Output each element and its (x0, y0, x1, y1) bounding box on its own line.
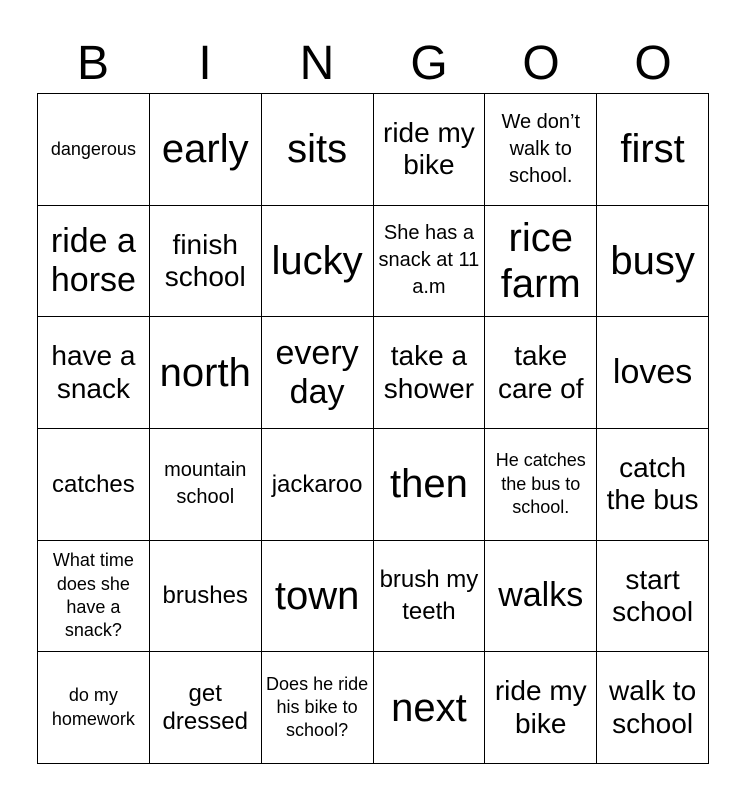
cell-text: do my homework (51, 685, 135, 729)
cell-text: every day (275, 333, 359, 411)
cell-text: sits (287, 127, 348, 172)
bingo-cell[interactable] (597, 317, 709, 429)
bingo-cell[interactable] (262, 541, 374, 653)
bingo-cell[interactable] (597, 652, 709, 764)
bingo-cell[interactable] (485, 94, 597, 206)
bingo-cell[interactable] (38, 317, 150, 429)
bingo-cell[interactable] (150, 94, 262, 206)
cell-text: catches (52, 470, 135, 498)
cell-text: finish school (164, 228, 246, 292)
cell-text: What time does she have a snack? (52, 550, 134, 641)
cell-text: lucky (271, 238, 363, 283)
cell-text: walk to school (609, 675, 697, 739)
cell-text: loves (612, 353, 693, 392)
bingo-cell[interactable] (262, 317, 374, 429)
cell-text: ride my bike (494, 675, 587, 739)
bingo-cell[interactable] (485, 317, 597, 429)
bingo-cell[interactable] (374, 429, 486, 541)
bingo-cell[interactable] (374, 652, 486, 764)
bingo-cell[interactable] (374, 317, 486, 429)
bingo-cell[interactable] (38, 541, 150, 653)
cell-text: walks (498, 576, 584, 615)
bingo-cell[interactable] (262, 206, 374, 318)
cell-text: ride my bike (383, 117, 475, 181)
bingo-cell[interactable] (597, 429, 709, 541)
bingo-cell[interactable] (150, 652, 262, 764)
cell-text: catch the bus (606, 452, 699, 516)
cell-text: next (391, 685, 467, 730)
cell-text: dangerous (50, 138, 136, 159)
cell-text: get dressed (162, 680, 248, 735)
bingo-header (37, 36, 709, 92)
bingo-cell[interactable] (374, 206, 486, 318)
bingo-board (37, 93, 709, 764)
cell-text: take care of (497, 340, 584, 404)
bingo-cell[interactable] (38, 652, 150, 764)
bingo-cell[interactable] (374, 541, 486, 653)
cell-text: early (161, 127, 249, 172)
bingo-cell[interactable] (597, 206, 709, 318)
header-letter-g: G (410, 37, 448, 90)
bingo-cell[interactable] (262, 429, 374, 541)
cell-text: then (389, 462, 468, 507)
bingo-cell[interactable] (262, 652, 374, 764)
header-letter-o: O (522, 37, 560, 90)
bingo-cell[interactable] (150, 429, 262, 541)
cell-text: first (620, 127, 685, 172)
bingo-cell[interactable] (150, 541, 262, 653)
cell-text: jackaroo (271, 470, 363, 498)
cell-text: He catches the bus to school. (495, 450, 586, 518)
cell-text: ride a horse (50, 221, 136, 299)
cell-text: north (159, 350, 251, 395)
bingo-cell[interactable] (38, 94, 150, 206)
cell-text: start school (612, 563, 694, 627)
bingo-cell[interactable] (597, 94, 709, 206)
cell-text: We don’t walk to school. (501, 110, 581, 187)
bingo-cell[interactable] (38, 429, 150, 541)
cell-text: She has a snack at 11 a.m (378, 222, 480, 299)
cell-text: brushes (162, 582, 248, 610)
cell-text: have a snack (51, 340, 136, 404)
bingo-cell[interactable] (485, 541, 597, 653)
bingo-cell[interactable] (150, 206, 262, 318)
bingo-cell[interactable] (485, 206, 597, 318)
cell-text: Does he ride his bike to school? (266, 673, 369, 741)
header-letter-b: B (76, 37, 109, 90)
cell-text: mountain school (164, 459, 247, 509)
bingo-cell[interactable] (150, 317, 262, 429)
bingo-cell[interactable] (597, 541, 709, 653)
bingo-cell[interactable] (262, 94, 374, 206)
header-letter-i: I (198, 37, 212, 90)
header-letter-n: N (299, 37, 335, 90)
cell-text: take a shower (383, 340, 475, 404)
cell-text: busy (610, 238, 695, 283)
bingo-cell[interactable] (374, 94, 486, 206)
bingo-cell[interactable] (485, 652, 597, 764)
cell-text: brush my teeth (379, 565, 479, 625)
cell-text: rice farm (500, 215, 581, 306)
header-letter-o-2: O (634, 37, 672, 90)
cell-text: town (274, 573, 360, 618)
bingo-cell[interactable] (485, 429, 597, 541)
bingo-cell[interactable] (38, 206, 150, 318)
